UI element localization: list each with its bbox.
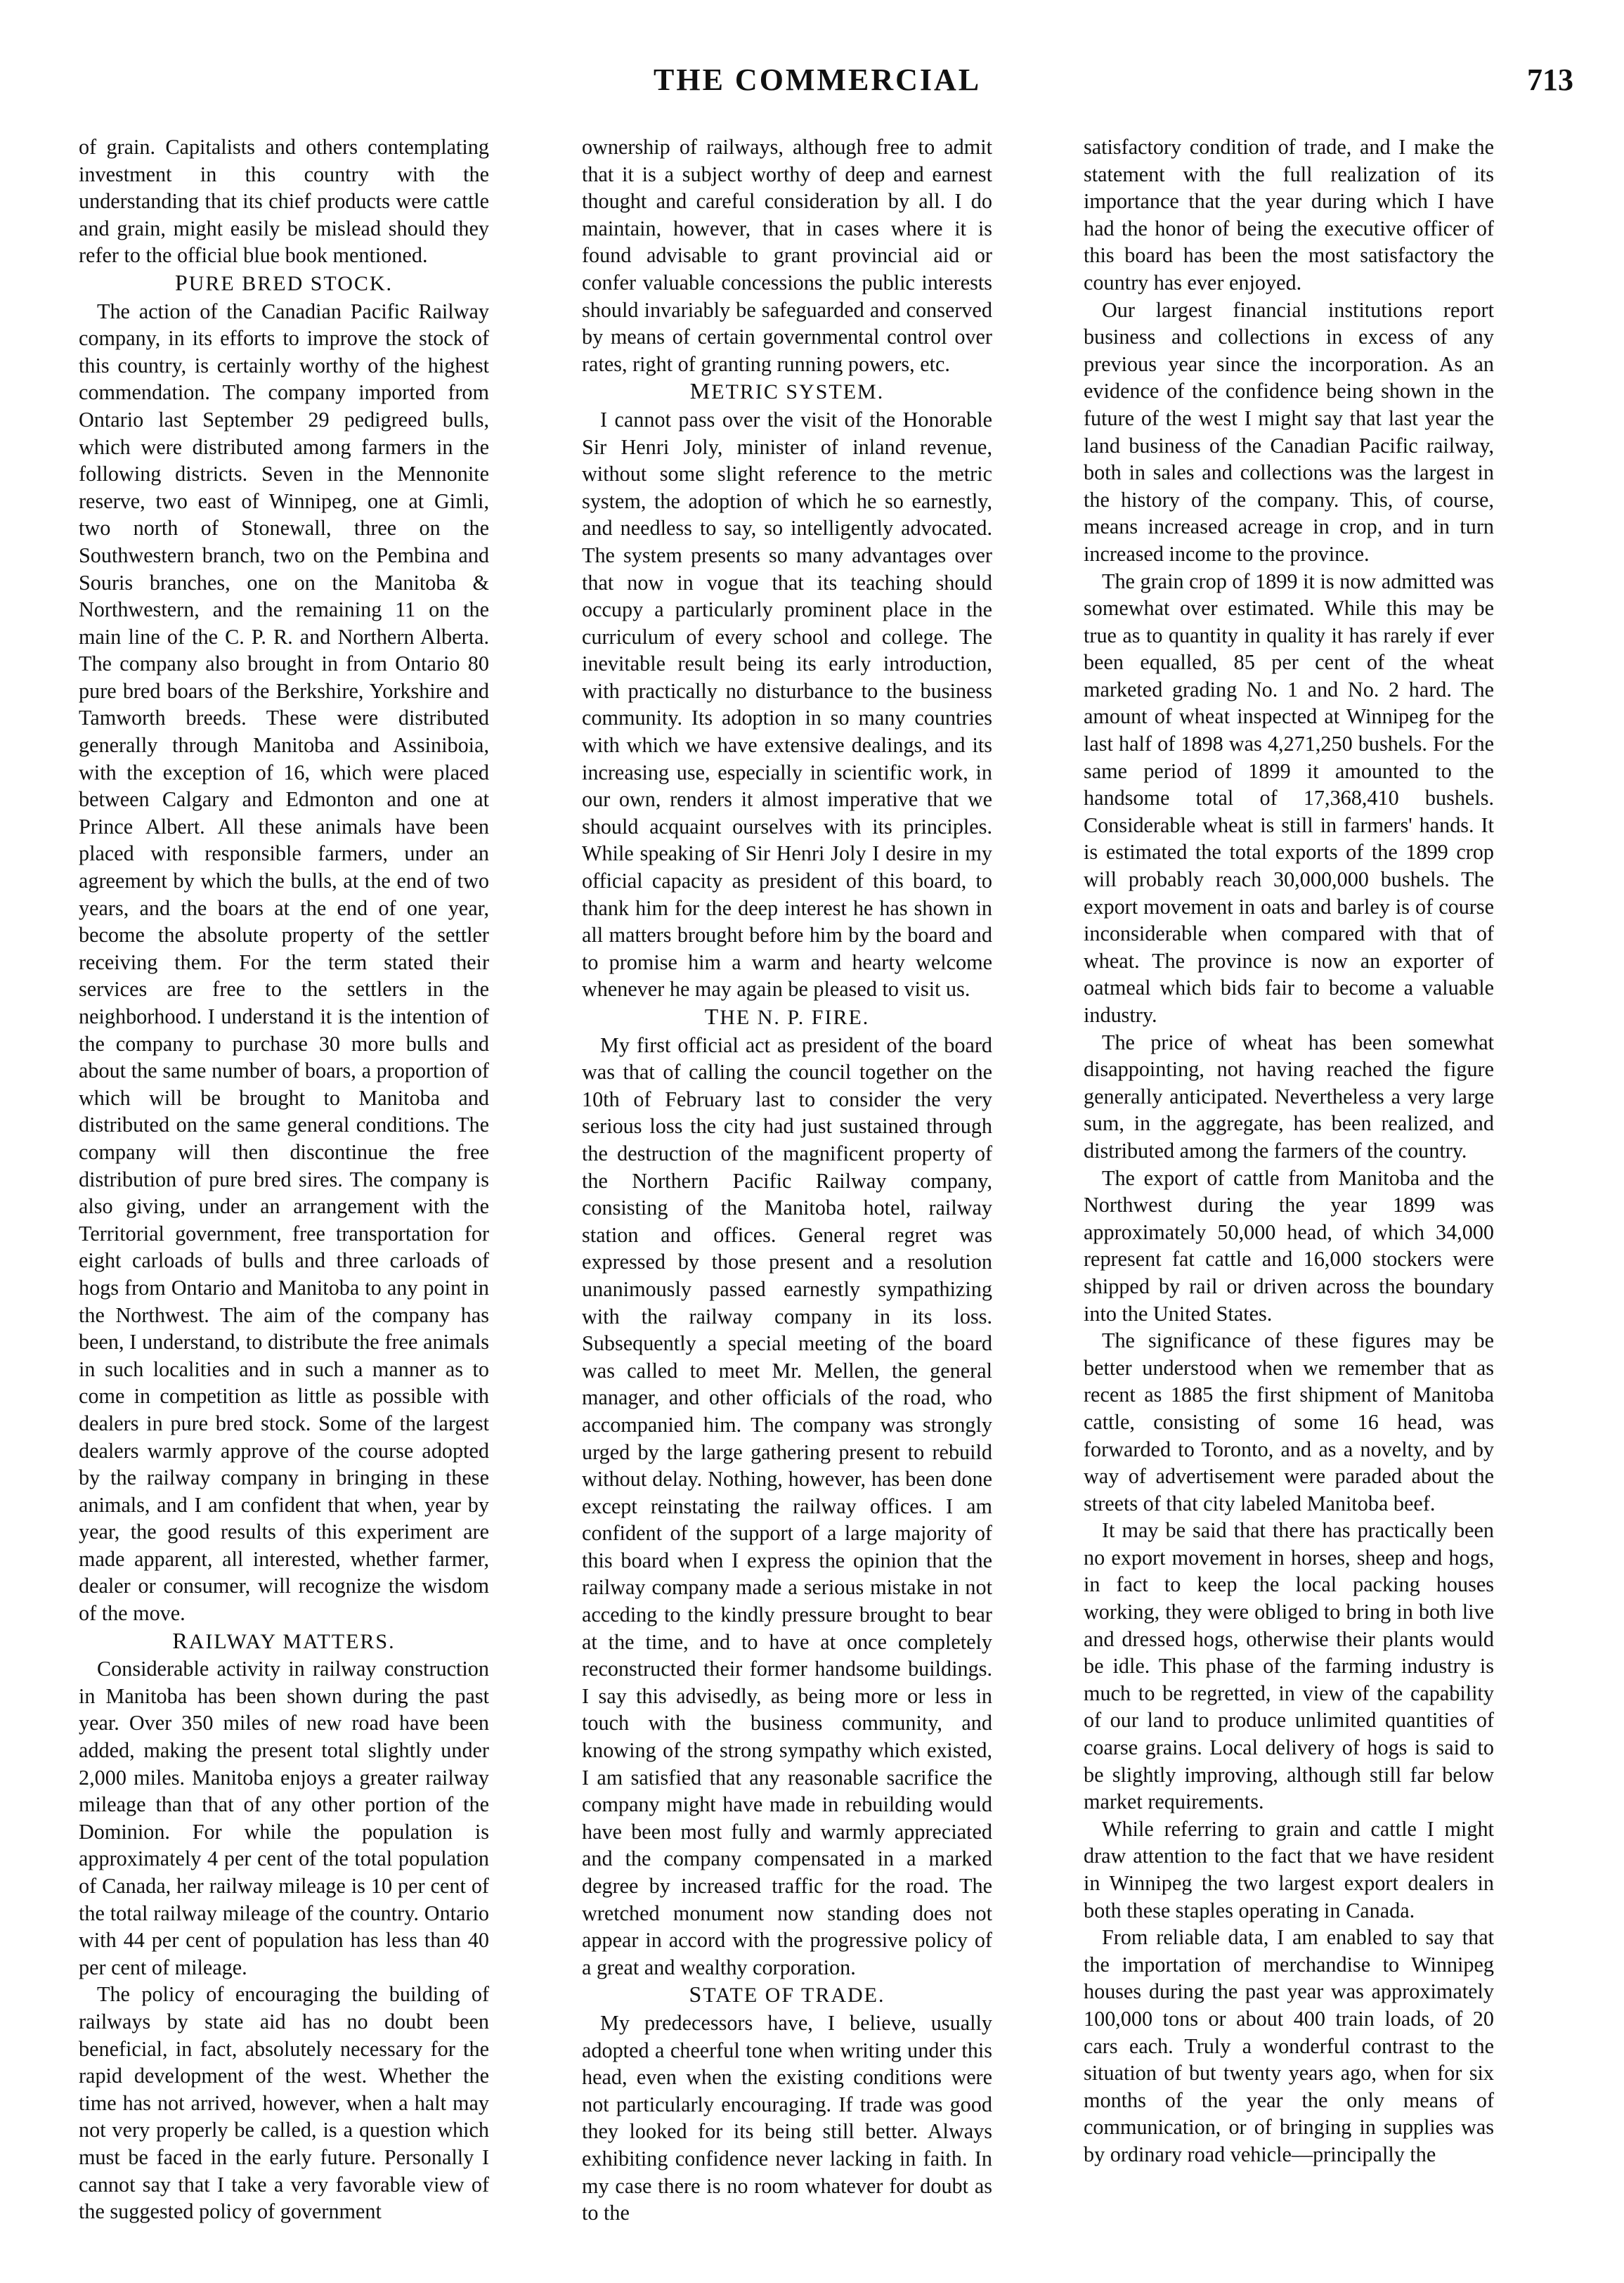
paragraph: The export of cattle from Manitoba and the Northwest during the year 1899 was approximately 50,000 head, of which 34,000 represent fat cattle and 16,000 stockers were shipped by rail or driven across the boundary into the United States. <box>1084 1165 1494 1326</box>
page-header <box>0 62 1624 104</box>
paragraph: The grain crop of 1899 it is now admitted was somewhat over estimated. While this may be true as to quantity in quality it has rarely if ever been equalled, 85 per cent of the wheat marketed grading No. 1 and No. 2 hard. The amount of wheat inspected at Winnipeg for the last half of 1898 was 4,271,250 bushels. For the same period of 1899 it amounted to the handsome total of 17,368,410 bushels. Considerable wheat is still in farmers' hands. It is estimated the total exports of the 1899 crop will probably reach 30,000,000 bushels. The export movement in oats and barley is of course inconsiderable when compared with that of wheat. The province is now an exporter of oatmeal which bids fair to become a valuable industry. <box>1084 569 1494 1027</box>
text-column-3 <box>1084 134 1494 2168</box>
text-column-1 <box>79 134 489 2225</box>
paragraph: ownership of railways, although free to admit that it is a subject worthy of deep and earnest thought and careful consideration by all. I do maintain, however, that in cases where it is found advisable to grant provincial aid or confer valuable concessions the public interests should invariably be safeguarded and conserved by means of certain governmental control over rates, right of granting running powers, etc. <box>582 135 992 376</box>
paragraph: satisfactory condition of trade, and I make the statement with the full realization of its importance that the year during which I have had the honor of being the executive officer of this board has been the most satisfactory the country has ever enjoyed. <box>1084 135 1494 295</box>
paragraph: Our largest financial institutions report business and collections in excess of any previous year since the incorporation. As an evidence of the confidence being shown in the future of the west I might say that last year the land business of the Canadian Pacific railway, both in sales and collections was the largest in the history of the company. This, of course, means increased acreage in crop, and in turn increased income to the province. <box>1084 297 1494 566</box>
paragraph: My first official act as president of the board was that of calling the council together on the 10th of February last to consider the very serious loss the city had just sustained through the destruction of the magnificent property of the Northern Pacific Railway company, consisting of the Manitoba hotel, railway station and offices. General regret was expressed by those present and a resolution unanimously passed earnestly sympathizing with the railway company in its loss. Subsequently a special meeting of the board was called to meet Mr. Mellen, the general manager, and other officials of the road, who accompanied him. The company was strongly urged by the large gathering present to rebuild without delay. Nothing, however, has been done except reinstating the railway offices. I am confident of the support of a large majority of this board when I express the opinion that the railway company made a serious mistake in not acceding to the kindly pressure brought to bear at the time, and to have at once completely reconstructed their former handsome buildings. I say this advisedly, as being more or less in touch with the business community, and knowing of the strong sympathy which existed, I am satisfied that any reasonable sacrifice the company might have made in rebuilding would have been most fully and warmly appreciated and the company compensated in a marked degree by increased traffic for the road. The wretched monument now standing does not appear in accord with the progressive policy of a great and wealthy corporation. <box>582 1033 992 1979</box>
paragraph: The policy of encouraging the building of railways by state aid has no doubt been beneficial, in fact, absolutely necessary for the rapid development of the west. Whether the time has not arrived, however, when a halt may not very properly be called, is a question which must be faced in the early future. Personally I cannot say that I take a very favorable view of the suggested policy of government <box>79 1982 489 2224</box>
paragraph: The price of wheat has been somewhat disappointing, not having reached the figure generally anticipated. Nevertheless a very large sum, in the aggregate, has been realized, and distributed among the farmers of the country. <box>1084 1030 1494 1163</box>
paragraph: While referring to grain and cattle I might draw attention to the fact that we have resident in Winnipeg the two largest export dealers in both these staples operating in Canada. <box>1084 1816 1494 1922</box>
section-heading: PURE BRED STOCK. <box>174 269 394 295</box>
paragraph: of grain. Capitalists and others contemplating investment in this country with the understanding that its chief products were cattle and grain, might easily be mislead should they refer to the official blue book mentioned. <box>79 135 489 268</box>
paragraph: I cannot pass over the visit of the Honorable Sir Henri Joly, minister of inland revenue, without some slight reference to the metric system, the adoption of which he so earnestly, and needless to say, so intelligently advocated. The system presents so many advantages over that now in vogue that its teaching should occupy a particularly prominent place in the curriculum of every school and college. The inevitable result being its early introduction, with practically no disturbance to the business community. Its adoption in so many countries with which we have extensive dealings, and its increasing use, especially in scientific work, in our own, renders it almost imperative that we should acquaint ourselves with its principles. While speaking of Sir Henri Joly I desire in my official capacity as president of this board, to thank him for the deep interest he has shown in all matters brought before him by the board and to promise him a warm and hearty welcome whenever he may again be pleased to visit us. <box>582 407 992 1002</box>
text-column-2 <box>582 134 992 2227</box>
paragraph: The significance of these figures may be better understood when we remember that as recent as 1885 the first shipment of Manitoba cattle, consisting of some 16 head, was forwarded to Toronto, and as a novelty, and by way of advertisement were paraded about the streets of that city labeled Manitoba beef. <box>1084 1328 1494 1515</box>
section-heading: RAILWAY MATTERS. <box>172 1627 396 1653</box>
section-heading: THE N. P. FIRE. <box>704 1004 870 1029</box>
publication-title: THE COMMERCIAL <box>654 63 982 97</box>
paragraph: Considerable activity in railway construction in Manitoba has been shown during the past year. Over 350 miles of new road have been added, making the present total slightly under 2,000 miles. Manitoba enjoys a greater railway mileage than that of any other portion of the Dominion. For while the population is approximately 4 per cent of the total population of Canada, her railway mileage is 10 per cent of the total railway mileage of the country. Ontario with 44 per cent of population has less than 40 per cent of mileage. <box>79 1657 489 1979</box>
page-number: 713 <box>1527 63 1573 97</box>
paragraph: From reliable data, I am enabled to say that the importation of merchandise to Winnipeg houses during the past year was approximately 100,000 tons or about 400 train loads, of 20 cars each. Truly a wonderful contrast to the situation of but twenty years ago, when for six months of the year the only means of communication, or of bringing in supplies was by ordinary road vehicle—principally the <box>1084 1925 1494 2166</box>
paragraph: My predecessors have, I believe, usually adopted a cheerful tone when writing under this head, even when the existing conditions were not particularly encouraging. If trade was good they looked for its being still better. Always exhibiting confidence never lacking in faith. In my case there is no room whatever for doubt as to the <box>582 2010 992 2225</box>
paragraph: The action of the Canadian Pacific Railway company, in its efforts to improve the stock of this country, is certainly worthy of the highest commendation. The company imported from Ontario last September 29 pedigreed bulls, which were distributed among farmers in the following districts. Seven in the Mennonite reserve, two east of Winnipeg, one at Gimli, two north of Stonewall, three on the Southwestern branch, two on the Pembina and Souris branches, one on the Manitoba & Northwestern, and the remaining 11 on the main line of the C. P. R. and Northern Alberta. The company also brought in from Ontario 80 pure bred boars of the Berkshire, Yorkshire and Tamworth breeds. These were distributed generally through Manitoba and Assiniboia, with the exception of 16, which were placed between Calgary and Edmonton and one at Prince Albert. All these animals have been placed with responsible farmers, under an agreement by which the bulls, at the end of two years, and the boars at the end of one year, become the absolute property of the settler receiving them. For the term stated their services are free to the settlers in the neighborhood. I understand it is the intention of the company to purchase 30 more bulls and about the same number of boars, a proportion of which will be brought to Manitoba and distributed on the same general conditions. The company will then discontinue the free distribution of pure bred sires. The company is also giving, under an arrangement with the Territorial government, free transportation for eight carloads of bulls and three carloads of hogs from Ontario and Manitoba to any point in the Northwest. The aim of the company has been, I understand, to distribute the free animals in such localities and in such a manner as to come in competition as little as possible with dealers in pure bred stock. Some of the largest dealers warmly approve of the course adopted by the railway company in bringing in these animals, and I am confident that when, year by year, the good results of this experiment are made apparent, all interested, whether farmer, dealer or consumer, will recognize the wisdom of the move. <box>79 299 489 1626</box>
paragraph: It may be said that there has practically been no export movement in horses, sheep and hogs, in fact to keep the local packing houses working, they were obliged to bring in both live and dressed hogs, otherwise their plants would be idle. This phase of the farming industry is much to be regretted, in view of the capability of our land to produce unlimited quantities of coarse grains. Local delivery of hogs is said to be slightly improving, although still far below market requirements. <box>1084 1518 1494 1814</box>
section-heading: METRIC SYSTEM. <box>689 378 885 404</box>
section-heading: STATE OF TRADE. <box>689 1981 885 2007</box>
